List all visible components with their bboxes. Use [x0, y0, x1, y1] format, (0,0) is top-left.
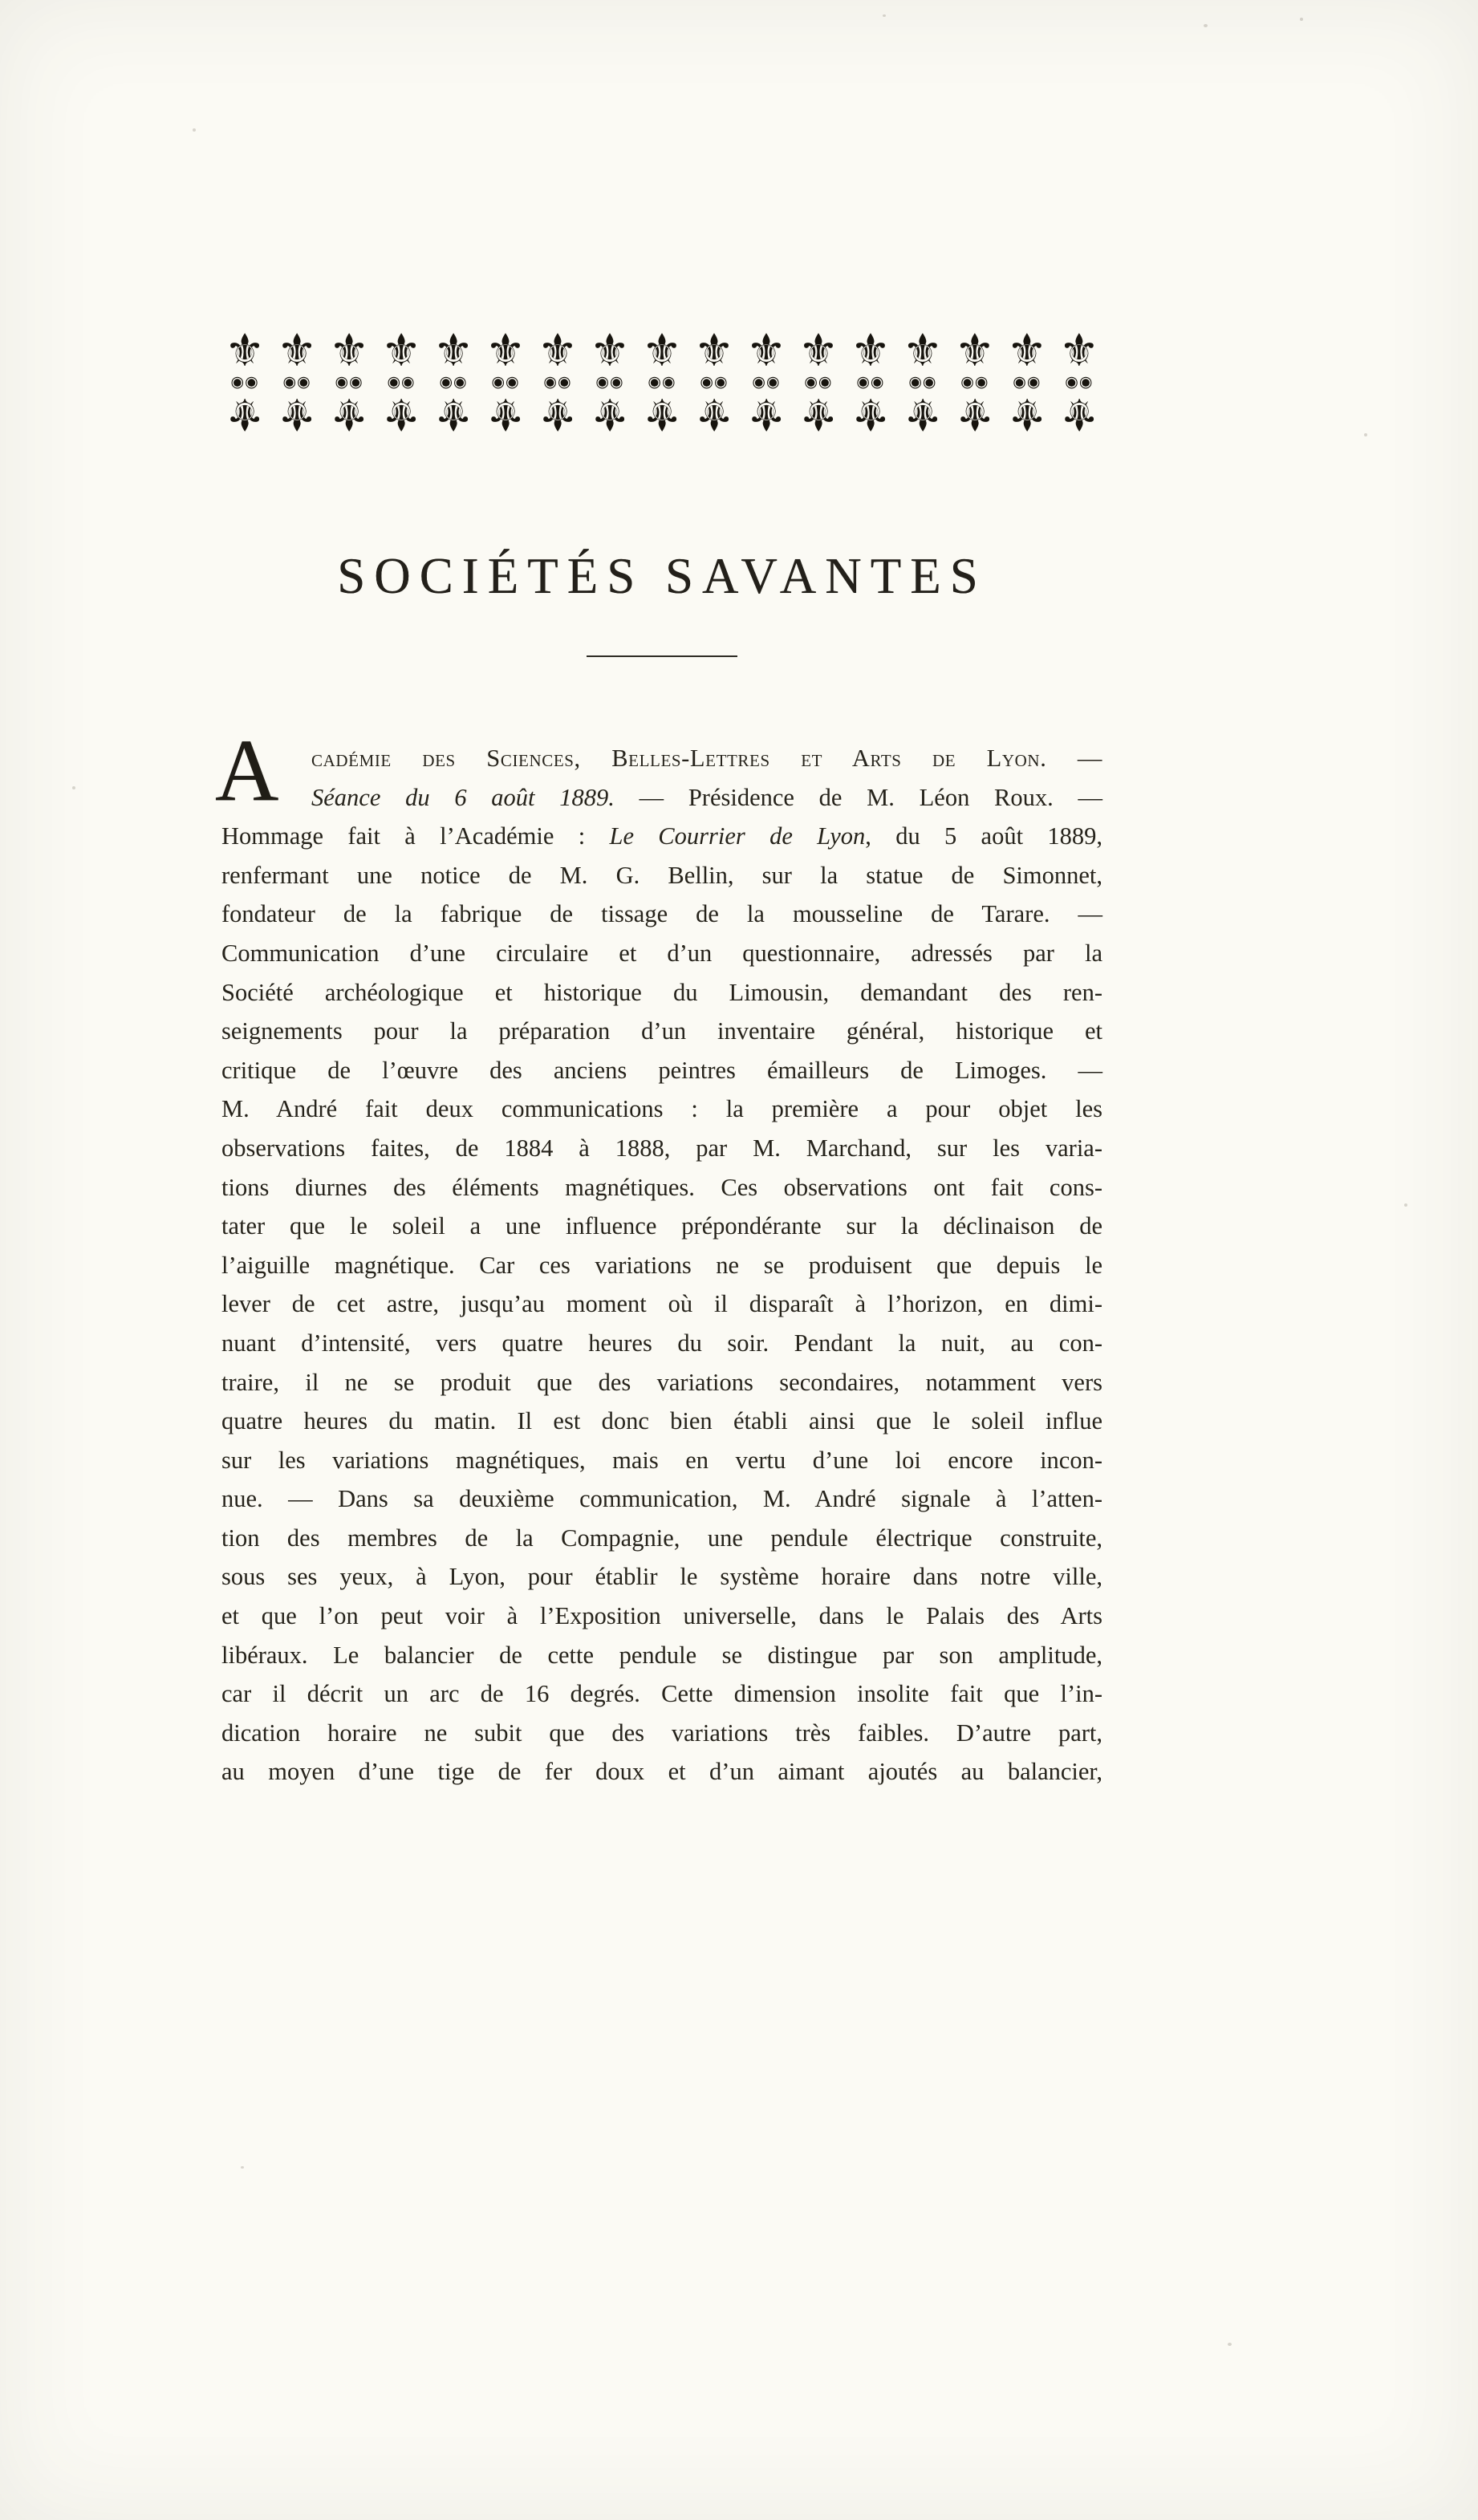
text-line [221, 1479, 1102, 1519]
text-line [221, 1129, 1102, 1168]
text-line [221, 1207, 1102, 1246]
fleur-de-lis-down-icon: ⚜ [693, 388, 735, 438]
text-segment: Le Courrier de Lyon [609, 822, 866, 850]
fleur-de-lis-up-icon: ⚜ [850, 326, 891, 376]
double-scroll-icon: ◉◉ [230, 373, 259, 391]
double-scroll-icon: ◉◉ [804, 373, 833, 391]
fleur-de-lis-up-icon: ⚜ [485, 326, 526, 376]
text-line [221, 817, 1102, 856]
text-segment: Société archéologique et historique du Limousin, demandant des ren- [221, 978, 1102, 1006]
ornament-unit [850, 326, 891, 438]
text-segment: dication horaire ne subit que des variations très faibles. D’autre part, [221, 1719, 1102, 1747]
text-line [221, 1402, 1102, 1441]
text-line [221, 895, 1102, 934]
page-content [215, 0, 1103, 1792]
text-segment: sur les variations magnétiques, mais en vertu d’une loi encore incon- [221, 1446, 1102, 1474]
fleur-de-lis-down-icon: ⚜ [641, 388, 683, 438]
text-segment: et que l’on peut voir à l’Exposition universelle, dans le Palais des Arts [221, 1602, 1102, 1630]
double-scroll-icon: ◉◉ [335, 373, 363, 391]
text-segment: l’aiguille magnétique. Car ces variations ne se produisent que depuis le [221, 1251, 1102, 1279]
fleur-de-lis-down-icon: ⚜ [276, 388, 318, 438]
ornament-unit [537, 326, 579, 438]
text-segment: car il décrit un arc de 16 degrés. Cette dimension insolite fait que l’in- [221, 1680, 1102, 1708]
scan-speck [1404, 1203, 1407, 1207]
fleur-de-lis-down-icon: ⚜ [485, 388, 526, 438]
text-line [221, 973, 1102, 1012]
fleur-de-lis-up-icon: ⚜ [432, 326, 474, 376]
fleur-de-lis-up-icon: ⚜ [225, 326, 266, 376]
text-line [221, 1752, 1102, 1792]
text-line [221, 1090, 1102, 1129]
text-segment: libéraux. Le balancier de cette pendule se distingue par son amplitude, [221, 1641, 1102, 1669]
ornament-unit [1006, 326, 1047, 438]
scan-speck [1364, 433, 1367, 436]
text-segment: Communication d’une circulaire et d’un questionnaire, adressés par la [221, 939, 1102, 967]
text-line [221, 1519, 1102, 1558]
fleur-de-lis-down-icon: ⚜ [432, 388, 474, 438]
fleur-de-lis-up-icon: ⚜ [328, 326, 370, 376]
ornament-unit [798, 326, 839, 438]
text-segment: au moyen d’une tige de fer doux et d’un aimant ajoutés au balancier, [221, 1758, 1102, 1786]
fleur-de-lis-up-icon: ⚜ [537, 326, 579, 376]
text-segment: seignements pour la préparation d’un inventaire général, historique et [221, 1017, 1102, 1045]
article-body [215, 721, 1103, 1792]
text-segment: tion des membres de la Compagnie, une pendule électrique construite, [221, 1524, 1102, 1552]
fleur-de-lis-down-icon: ⚜ [589, 388, 631, 438]
text-segment: — Présidence de M. Léon Roux. — [614, 783, 1102, 811]
ornament-unit [225, 326, 266, 438]
text-segment: lever de cet astre, jusqu’au moment où il disparaît à l’horizon, en dimi- [221, 1290, 1102, 1318]
fleur-de-lis-down-icon: ⚜ [954, 388, 995, 438]
ornament-unit [954, 326, 995, 438]
text-line [221, 934, 1102, 973]
ornamental-drop-cap: A [215, 721, 279, 819]
text-segment: Hommage fait à l’Académie : [221, 822, 610, 850]
text-line [221, 856, 1102, 895]
text-line [221, 1714, 1102, 1753]
double-scroll-icon: ◉◉ [282, 373, 311, 391]
fleur-de-lis-down-icon: ⚜ [1058, 388, 1099, 438]
fleur-de-lis-up-icon: ⚜ [693, 326, 735, 376]
ornament-unit [1058, 326, 1099, 438]
scan-speck [72, 786, 75, 789]
ornament-unit [328, 326, 370, 438]
text-line [221, 1246, 1102, 1285]
text-line [221, 1441, 1102, 1480]
text-line [221, 1363, 1102, 1402]
text-segment: critique de l’œuvre des anciens peintres émailleurs de Limoges. — [221, 1056, 1102, 1084]
text-line [221, 1051, 1102, 1090]
ornament-unit [432, 326, 474, 438]
text-segment: observations faites, de 1884 à 1888, par M. Marchand, sur les varia- [221, 1134, 1102, 1162]
fleur-de-lis-up-icon: ⚜ [798, 326, 839, 376]
double-scroll-icon: ◉◉ [752, 373, 781, 391]
fleur-de-lis-down-icon: ⚜ [380, 388, 422, 438]
double-scroll-icon: ◉◉ [648, 373, 676, 391]
text-segment: quatre heures du matin. Il est donc bien établi ainsi que le soleil influe [221, 1407, 1102, 1435]
ornament-unit [641, 326, 683, 438]
text-segment: Séance du 6 août 1889. [311, 783, 615, 811]
ornament-band [221, 311, 1102, 452]
text-segment: cadémie des Sciences, Belles-Lettres et Arts de Lyon. — [311, 745, 1102, 772]
text-line [221, 778, 1102, 818]
text-segment: fondateur de la fabrique de tissage de la mousseline de Tarare. — [221, 900, 1102, 928]
title-divider-rule [587, 655, 737, 657]
fleur-de-lis-up-icon: ⚜ [902, 326, 943, 376]
ornament-unit [902, 326, 943, 438]
fleur-de-lis-down-icon: ⚜ [328, 388, 370, 438]
double-scroll-icon: ◉◉ [439, 373, 468, 391]
double-scroll-icon: ◉◉ [700, 373, 729, 391]
fleur-de-lis-up-icon: ⚜ [589, 326, 631, 376]
page-title: SOCIÉTÉS SAVANTES [337, 548, 987, 604]
double-scroll-icon: ◉◉ [387, 373, 416, 391]
scan-speck [1300, 18, 1303, 21]
text-segment: nue. — Dans sa deuxième communication, M. André signale à l’atten- [221, 1485, 1102, 1513]
fleur-de-lis-up-icon: ⚜ [641, 326, 683, 376]
fleur-de-lis-up-icon: ⚜ [745, 326, 787, 376]
text-line [221, 1168, 1102, 1207]
text-line [221, 1284, 1102, 1324]
double-scroll-icon: ◉◉ [595, 373, 624, 391]
ornament-unit [589, 326, 631, 438]
fleur-de-lis-up-icon: ⚜ [276, 326, 318, 376]
ornament-unit [745, 326, 787, 438]
ornament-unit [276, 326, 318, 438]
fleur-de-lis-down-icon: ⚜ [902, 388, 943, 438]
double-scroll-icon: ◉◉ [960, 373, 989, 391]
double-scroll-icon: ◉◉ [908, 373, 937, 391]
ornament-unit [380, 326, 422, 438]
scan-speck [1204, 24, 1208, 27]
scan-speck [241, 2166, 244, 2169]
text-line [221, 1636, 1102, 1675]
fleur-de-lis-down-icon: ⚜ [850, 388, 891, 438]
double-scroll-icon: ◉◉ [491, 373, 520, 391]
fleur-de-lis-down-icon: ⚜ [745, 388, 787, 438]
double-scroll-icon: ◉◉ [543, 373, 572, 391]
text-line [221, 1324, 1102, 1363]
fleur-de-lis-up-icon: ⚜ [380, 326, 422, 376]
fleur-de-lis-down-icon: ⚜ [225, 388, 266, 438]
text-line [221, 739, 1102, 778]
fleur-de-lis-down-icon: ⚜ [1006, 388, 1047, 438]
text-segment: tions diurnes des éléments magnétiques. Ces observations ont fait cons- [221, 1173, 1102, 1201]
ornament-unit [693, 326, 735, 438]
text-line [221, 1557, 1102, 1597]
text-line [221, 1674, 1102, 1714]
text-segment: sous ses yeux, à Lyon, pour établir le système horaire dans notre ville, [221, 1563, 1102, 1591]
text-line [221, 1597, 1102, 1636]
scan-speck [193, 128, 196, 132]
fleur-de-lis-up-icon: ⚜ [1006, 326, 1047, 376]
text-segment: traire, il ne se produit que des variations secondaires, notamment vers [221, 1368, 1102, 1396]
text-segment: , du 5 août 1889, [865, 822, 1103, 850]
ornament-unit [485, 326, 526, 438]
fleur-de-lis-up-icon: ⚜ [1058, 326, 1099, 376]
double-scroll-icon: ◉◉ [1065, 373, 1094, 391]
text-segment: renfermant une notice de M. G. Bellin, sur la statue de Simonnet, [221, 861, 1102, 889]
fleur-de-lis-down-icon: ⚜ [537, 388, 579, 438]
text-line [221, 1012, 1102, 1051]
fleur-de-lis-down-icon: ⚜ [798, 388, 839, 438]
text-segment: tater que le soleil a une influence prépondérante sur la déclinaison de [221, 1212, 1102, 1240]
scan-speck [1228, 2343, 1232, 2346]
double-scroll-icon: ◉◉ [1013, 373, 1042, 391]
double-scroll-icon: ◉◉ [856, 373, 885, 391]
text-segment: nuant d’intensité, vers quatre heures du soir. Pendant la nuit, au con- [221, 1329, 1102, 1357]
fleur-de-lis-up-icon: ⚜ [954, 326, 995, 376]
text-segment: M. André fait deux communications : la première a pour objet les [221, 1095, 1102, 1123]
